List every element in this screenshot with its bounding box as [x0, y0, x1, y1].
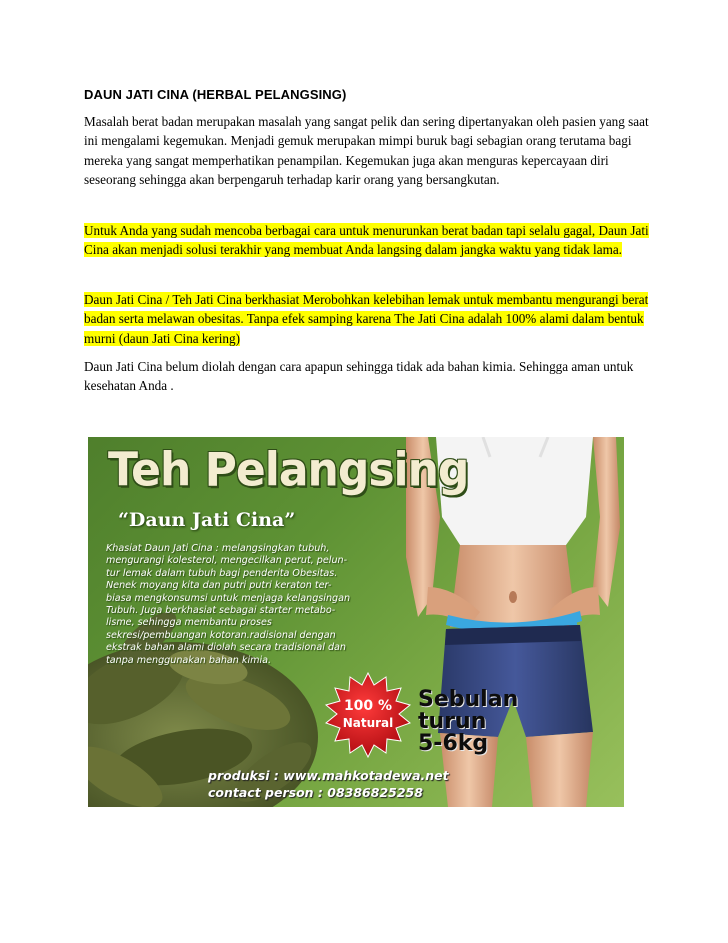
badge-label: Natural	[342, 716, 394, 730]
paragraph-safety: Daun Jati Cina belum diolah dengan cara apapun sehingga tidak ada bahan kimia. Sehingga aman untuk kesehatan Anda .	[84, 359, 634, 394]
ad-production-line: produksi : www.mahkotadewa.net	[208, 768, 449, 783]
ad-promo-text: Sebulan turun 5-6kg	[418, 687, 519, 756]
advertisement-image	[88, 437, 624, 807]
ad-headline: Teh Pelangsing	[108, 443, 469, 498]
document-title: DAUN JATI CINA (HERBAL PELANGSING)	[84, 87, 347, 102]
paragraph-highlighted-solution	[84, 221, 650, 260]
natural-badge	[324, 671, 412, 759]
badge-percent: 100 %	[343, 698, 393, 714]
paragraph-intro: Masalah berat badan merupakan masalah yang sangat pelik dan sering dipertanyakan oleh pasien yang saat ini mengalami kegemukan. Menjadi gemuk merupakan mimpi buruk bagi sebagian orang terutama bagi mereka yang sangat memperhatikan penampilan. Kegemukan juga akan menguras kepercayaan diri seseorang sehingga akan berpengaruh terhadap karir orang yang bersangkutan.	[84, 114, 649, 188]
ad-contact-line: contact person : 08386825258	[208, 785, 423, 800]
highlighted-text: Untuk Anda yang sudah mencoba berbagai cara untuk menurunkan berat badan tapi selalu gagal, Daun Jati Cina akan menjadi solusi terakhir yang membuat Anda langsing dalam jangka waktu yang tidak lama.	[84, 223, 649, 258]
ad-contact-block	[208, 767, 449, 801]
ad-description: Khasiat Daun Jati Cina : melangsingkan tubuh, mengurangi kolesterol, mengecilkan perut, pelun- tur lemak dalam tubuh bagi penderita Obesitas. Nenek moyang kita dan putri putri keraton ter- biasa mengkonsumsi untuk menjaga kelangsingan Tubuh. Juga berkhasiat sebagai starter metabo- lisme, sehingga membantu proses sekresi/pembuangan kotoran.radisional dengan ekstrak bahan alami diolah secara tradisional dan tanpa menggunakan bahan kimia.	[106, 543, 351, 666]
ad-subtitle: “Daun Jati Cina”	[118, 509, 296, 531]
starburst-badge-icon	[324, 671, 412, 759]
highlighted-text: Daun Jati Cina / Teh Jati Cina berkhasiat Merobohkan kelebihan lemak untuk membantu mengurangi berat badan serta melawan obesitas. Tanpa efek samping karena The Jati Cina adalah 100% alami dalam bentuk murni (daun Jati Cina kering)	[84, 292, 649, 346]
paragraph-highlighted-benefits	[84, 290, 650, 348]
